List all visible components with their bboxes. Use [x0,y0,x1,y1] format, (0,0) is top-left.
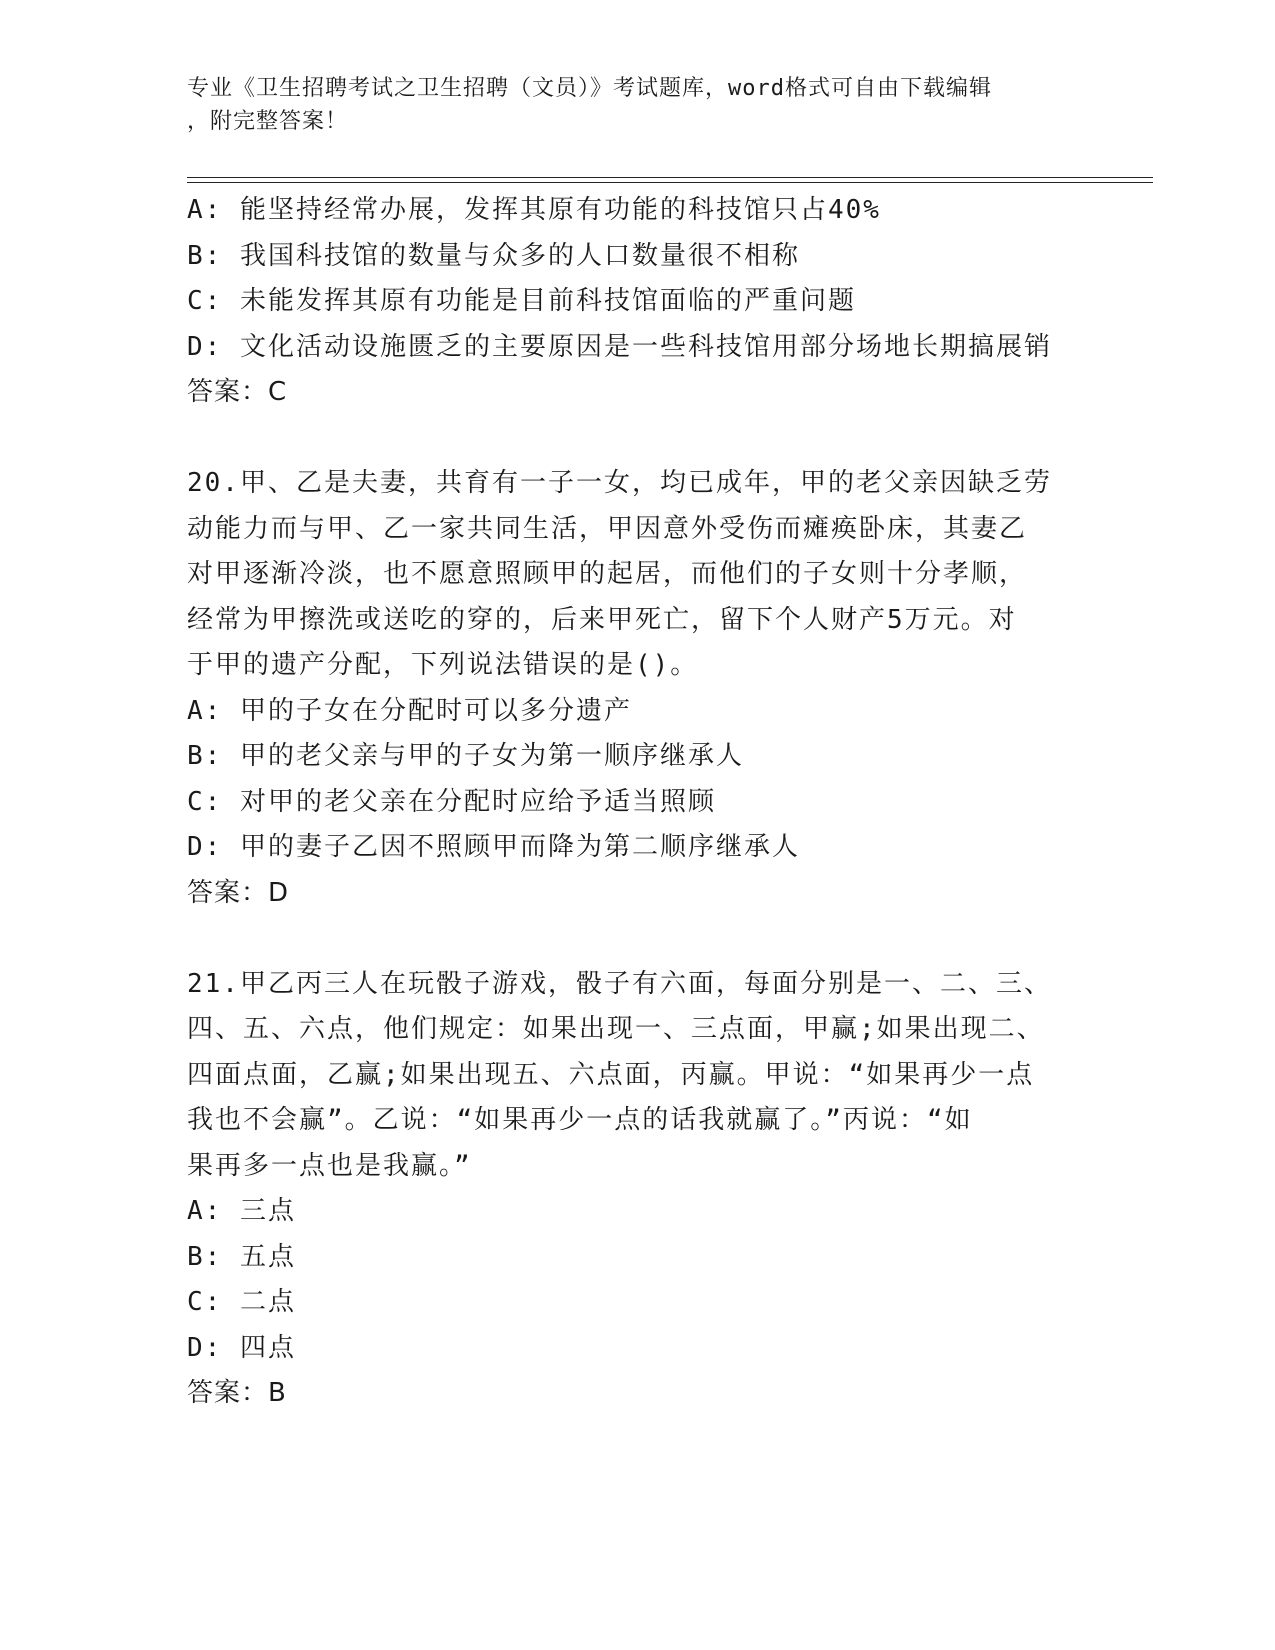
option-c: C: 未能发挥其原有功能是目前科技馆面临的严重问题 [187,286,856,316]
answer: 答案：D [187,877,290,908]
question-20 [187,461,1087,916]
option-d: D: 四点 [187,1332,296,1363]
option-b: B: 甲的老父亲与甲的子女为第一顺序继承人 [187,741,744,771]
stem-line: 21.甲乙丙三人在玩骰子游戏，骰子有六面，每面分别是一、二、三、 [187,968,1052,999]
question-stem [187,461,1087,689]
stem-line: 四面点面，乙赢;如果出现五、六点面，丙赢。甲说：“如果再少一点 [187,1059,1035,1090]
option-d: D: 甲的妻子乙因不照顾甲而降为第二顺序继承人 [187,832,800,862]
option-c: C: 二点 [187,1287,296,1317]
stem-line: 四、五、六点，他们规定：如果出现一、三点面，甲赢;如果出现二、 [187,1014,1045,1044]
option-d: D: 文化活动设施匮乏的主要原因是一些科技馆用部分场地长期搞展销 [187,331,1052,362]
header-line-2: ，附完整答案！ [187,109,349,134]
option-a: A: 甲的子女在分配时可以多分遗产 [187,695,632,726]
option-b: B: 我国科技馆的数量与众多的人口数量很不相称 [187,240,800,271]
document-header [187,72,1067,138]
answer: 答案：C [187,377,288,407]
option-c: C: 对甲的老父亲在分配时应给予适当照顾 [187,786,716,817]
stem-line: 我也不会赢”。乙说：“如果再少一点的话我就赢了。”丙说：“如 [187,1105,973,1135]
stem-line: 果再多一点也是我赢。” [187,1150,472,1181]
question-21 [187,962,1087,1417]
question-19 [187,188,1087,416]
header-line-1: 专业《卫生招聘考试之卫生招聘（文员）》考试题库，word格式可自由下载编辑 [187,76,992,101]
option-a: A: 三点 [187,1196,296,1226]
stem-line: 动能力而与甲、乙一家共同生活，甲因意外受伤而瘫痪卧床，其妻乙 [187,513,1028,544]
answer: 答案：B [187,1378,287,1408]
spacer [187,916,1087,962]
stem-line: 20.甲、乙是夫妻，共育有一子一女，均已成年，甲的老父亲因缺乏劳 [187,468,1052,498]
header-divider-top [187,177,1153,178]
stem-line: 于甲的遗产分配，下列说法错误的是()。 [187,650,699,680]
header-divider-bottom [187,182,1153,183]
question-stem [187,962,1087,1190]
spacer [187,416,1087,462]
stem-line: 对甲逐渐冷淡，也不愿意照顾甲的起居，而他们的子女则十分孝顺， [187,559,1028,589]
document-body [187,188,1087,1417]
stem-line: 经常为甲擦洗或送吃的穿的，后来甲死亡，留下个人财产5万元。对 [187,604,1017,635]
option-a: A: 能坚持经常办展，发挥其原有功能的科技馆只占40% [187,195,881,225]
option-b: B: 五点 [187,1241,296,1272]
